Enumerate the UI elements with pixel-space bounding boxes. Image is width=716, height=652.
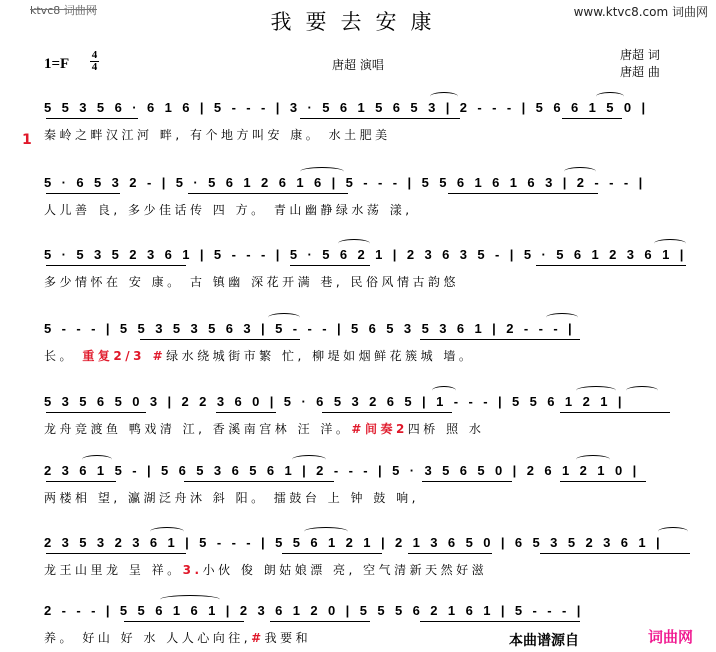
slur-mark	[626, 386, 658, 395]
slur-mark	[596, 92, 624, 101]
staff-lyrics	[44, 274, 694, 290]
lyrics-text: 四桥 照 水	[407, 422, 485, 436]
staff-lyrics	[44, 630, 504, 646]
beam-line	[282, 553, 382, 554]
slur-mark	[160, 595, 220, 604]
lyrics-text: 龙舟竞渡鱼 鸭戏清 江, 香溪南宫林 汪 洋。	[44, 422, 352, 436]
repeat-marker: 重复2/3 #	[82, 349, 167, 363]
lyrics-text: 秦岭之畔汉江河 畔, 有个地方叫安 康。 水土肥美	[44, 128, 391, 142]
slur-mark	[82, 455, 112, 464]
beam-line	[184, 481, 334, 482]
slur-mark	[564, 167, 596, 176]
slur-mark	[268, 313, 300, 322]
slur-mark	[292, 455, 326, 464]
beam-line	[562, 118, 622, 119]
staff-line	[0, 603, 716, 652]
singer-credit: 唐超 演唱	[332, 58, 384, 72]
staff-line	[0, 175, 716, 239]
beam-line	[140, 339, 300, 340]
staff-notes: 5 · 5 3 5 2 3 6 1 | 5 - - - | 5 · 5 6 2 1 | 2 3 6 3 5 - | 5 · 5 6 1 2 3 6 1 |	[44, 247, 687, 262]
staff-notes: 2 - - - | 5 5 6 1 6 1 | 2 3 6 1 2 0 | 5 5 5 6 2 1 6 1 | 5 - - - |	[44, 603, 584, 618]
staff-lyrics	[44, 202, 694, 218]
lyrics-text: 龙王山里龙 呈 祥。	[44, 563, 183, 577]
lyrics-text: 我要和	[264, 631, 312, 645]
slur-mark	[576, 386, 616, 395]
beam-line	[448, 193, 598, 194]
beam-line	[46, 412, 146, 413]
beam-line	[322, 412, 452, 413]
time-signature	[90, 50, 99, 73]
brand-logo[interactable]: 词曲网	[648, 628, 694, 646]
beam-line	[46, 118, 138, 119]
lyrics-text: 人儿善 良, 多少佳话传 四 方。 青山幽静绿水荡 漾,	[44, 203, 413, 217]
staff-notes: 5 3 5 6 5 0 3 | 2 2 3 6 0 | 5 · 6 5 3 2 6 5 | 1 - - - | 5 5 6 1 2 1 |	[44, 394, 625, 409]
beam-line	[420, 621, 580, 622]
beam-line	[46, 265, 186, 266]
lyrics-text: 养。 好山 好 水 人人心向往,	[44, 631, 252, 645]
beam-line	[216, 412, 276, 413]
verse-3-marker: 3.	[182, 563, 203, 577]
beam-line	[560, 412, 670, 413]
staff-notes: 5 - - - | 5 5 3 5 3 5 6 3 | 5 - - - | 5 6 5 3 5 3 6 1 | 2 - - - |	[44, 321, 576, 336]
beam-line	[46, 193, 120, 194]
beam-line	[540, 553, 690, 554]
time-numerator: 4	[91, 49, 98, 61]
time-denominator: 4	[91, 61, 98, 73]
beam-line	[408, 553, 492, 554]
staff-notes: 5 5 3 5 6 · 6 1 6 | 5 - - - | 3 · 5 6 1 5 6 5 3 | 2 - - - | 5 6 6 1 5 0 |	[44, 100, 649, 115]
slur-mark	[300, 167, 344, 176]
lyrics-text: 多少情怀在 安 康。 古 镇幽 深花开满 巷, 民俗风情古韵悠	[44, 275, 460, 289]
staff-line	[0, 100, 716, 164]
slur-mark	[576, 455, 610, 464]
slur-mark	[338, 239, 370, 248]
staff-line	[0, 535, 716, 599]
staff-notes: 2 3 5 3 2 3 6 1 | 5 - - - | 5 5 6 1 2 1 | 2 1 3 6 5 0 | 6 5 3 5 2 3 6 1 |	[44, 535, 664, 550]
site-watermark-left: ktvc8 词曲网	[30, 4, 97, 17]
beam-line	[420, 339, 580, 340]
slur-mark	[432, 386, 456, 395]
staff-lyrics	[44, 127, 694, 143]
staff-line	[0, 463, 716, 527]
staff-line	[0, 394, 716, 458]
beam-line	[560, 481, 646, 482]
staff-notes: 2 3 6 1 5 - | 5 6 5 3 6 5 6 1 | 2 - - - | 5 · 3 5 6 5 0 | 2 6 1 2 1 0 |	[44, 463, 640, 478]
source-label: 本曲谱源自	[509, 633, 579, 649]
staff-lyrics	[44, 562, 694, 578]
beam-line	[46, 481, 116, 482]
beam-line	[290, 265, 370, 266]
staff-line	[0, 247, 716, 311]
staff-lyrics	[44, 490, 694, 506]
beam-line	[536, 265, 686, 266]
beam-line	[270, 621, 370, 622]
hash-marker: #	[251, 631, 265, 645]
lyrics-text: 长。	[44, 349, 76, 363]
verse-number: 1	[22, 132, 32, 148]
staff-notes: 5 · 6 5 3 2 - | 5 · 5 6 1 2 6 1 6 | 5 - - - | 5 5 6 1 6 1 6 3 | 2 - - - |	[44, 175, 646, 190]
beam-line	[188, 193, 348, 194]
slur-mark	[150, 527, 184, 536]
lyricist-credit: 唐超 词	[620, 48, 660, 62]
beam-line	[422, 481, 512, 482]
key-signature: 1=F	[44, 56, 70, 72]
staff-lyrics	[44, 348, 694, 364]
lyrics-text: 小伙 俊 朗姑娘漂 亮, 空气清新天然好滋	[202, 563, 488, 577]
beam-line	[300, 118, 460, 119]
beam-line	[124, 621, 244, 622]
staff-lyrics	[44, 421, 694, 437]
slur-mark	[430, 92, 458, 101]
slur-mark	[654, 239, 686, 248]
song-title: 我要去安康	[270, 10, 446, 34]
composer-credit: 唐超 曲	[620, 65, 660, 79]
interlude-marker: #间奏2	[351, 422, 408, 436]
slur-mark	[304, 527, 348, 536]
site-watermark-right: www.ktvc8.com 词曲网	[573, 5, 708, 19]
staff-line	[0, 321, 716, 385]
slur-mark	[658, 527, 688, 536]
lyrics-text: 绿水绕城街市繁 忙, 柳堤如烟鲜花簇城 墙。	[166, 349, 475, 363]
lyrics-text: 两楼相 望, 瀛湖泛舟沐 斜 阳。 擂鼓台 上 钟 鼓 响,	[44, 491, 419, 505]
slur-mark	[546, 313, 578, 322]
beam-line	[46, 553, 186, 554]
